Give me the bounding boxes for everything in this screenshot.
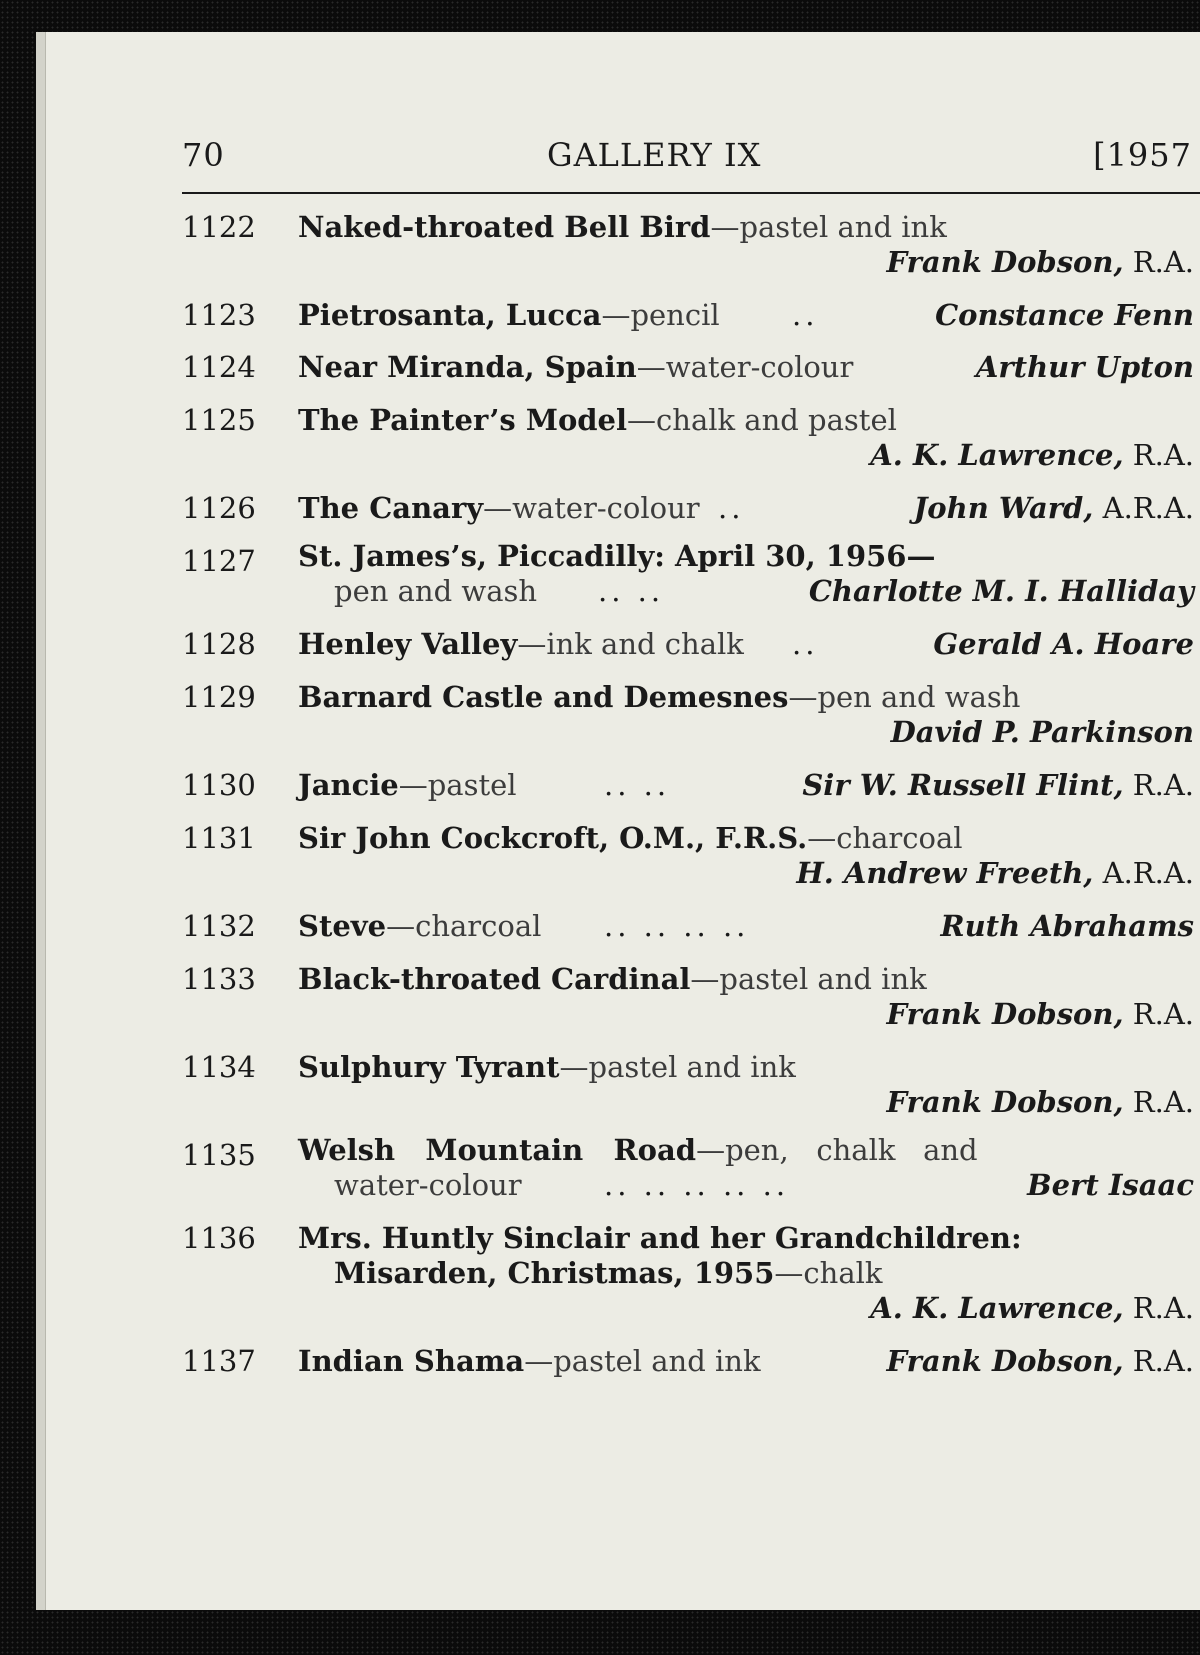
entry-number: 1134 [182,1050,256,1084]
entry-title-line [298,626,744,662]
entry-artist-line [870,437,1194,473]
entry-number: 1137 [182,1344,256,1378]
entry-title: Indian Shama [298,1344,525,1378]
entry-title: Mrs. Huntly Sinclair and her Grandchildren: [298,1221,1022,1255]
entry-honours: A.R.A. [1093,491,1194,525]
catalogue-page [36,32,1200,1610]
entry-artist-line [796,855,1194,891]
entry-honours: R.A. [1123,1291,1194,1325]
entry-artist-line [935,297,1194,333]
entry-honours: R.A. [1123,1344,1194,1378]
entry-title: Barnard Castle and Demesnes [298,680,789,714]
entry-medium: —pastel [398,768,517,802]
entry-title-continued: Misarden, Christmas, 1955 [334,1256,775,1290]
entry-number: 1124 [182,350,256,384]
leader-dots: .. .. .. .. [604,909,750,943]
page-year: [1957 [1093,136,1192,174]
page-edge [36,32,46,1610]
entry-title: Sir John Cockcroft, O.M., F.R.S. [298,821,808,855]
entry-artist: David P. Parkinson [890,715,1194,749]
entry-number: 1133 [182,962,256,996]
entry-number: 1132 [182,909,256,943]
entry-title: Jancie [298,768,399,802]
entry-artist: Frank Dobson, [886,1344,1124,1378]
entry-artist-line [941,908,1195,944]
entry-medium: —chalk [774,1256,883,1290]
leader-dots: .. [792,627,819,661]
entry-medium: —pastel and ink [690,962,927,996]
leader-dots: .. .. [604,768,671,802]
entry-medium: —pastel and ink [559,1050,796,1084]
entry-title-line-2 [334,1255,882,1291]
entry-medium: —charcoal [386,909,542,943]
entry-title: St. James’s, Piccadilly: April 30, 1956— [298,539,936,573]
entry-honours: R.A. [1123,1085,1194,1119]
entry-medium: —charcoal [807,821,963,855]
entry-honours: R.A. [1123,245,1194,279]
entry-artist: Sir W. Russell Flint, [802,768,1124,802]
entry-title-line [298,961,927,997]
entry-number: 1136 [182,1221,256,1255]
entry-title: Henley Valley [298,627,518,661]
entry-number: 1129 [182,680,256,714]
entry-artist-line [887,1343,1194,1379]
entry-artist: Frank Dobson, [886,1085,1124,1119]
entry-artist-line [887,996,1194,1032]
entry-title-line [298,209,947,245]
leader-dots: .. [718,491,745,525]
entry-number: 1127 [182,544,256,578]
entry-artist: Frank Dobson, [886,997,1124,1031]
entry-title-line [298,490,700,526]
entry-number: 1130 [182,768,256,802]
entry-title: The Painter’s Model [298,403,628,437]
entry-artist-line [887,244,1194,280]
entry-medium: —chalk and pastel [627,403,897,437]
entry-title-line [298,349,853,385]
entry-medium: —pastel and ink [524,1344,761,1378]
entry-artist: Frank Dobson, [886,245,1124,279]
entry-medium: —pen, chalk and [696,1133,978,1167]
entry-title-line [298,1343,761,1379]
entry-artist-line [1027,1167,1194,1203]
entry-honours: R.A. [1123,438,1194,472]
entry-title: Black-throated Cardinal [298,962,691,996]
entry-medium-continued: water-colour [334,1168,522,1202]
entry-title-line [298,1132,978,1168]
entry-title: The Canary [298,491,484,525]
entry-title-line [298,538,935,574]
entry-artist-line [870,1290,1194,1326]
entry-artist-line [976,349,1194,385]
entry-medium: pen and wash [334,574,538,608]
entry-medium: —pencil [601,298,720,332]
entry-medium: —water-colour [483,491,700,525]
entry-title: Steve [298,909,387,943]
leader-dots: .. .. .. .. .. [604,1168,790,1202]
entry-artist-line [887,1084,1194,1120]
entry-artist: A. K. Lawrence, [870,438,1124,472]
entry-title-line [298,297,720,333]
entry-medium-line [334,1167,522,1203]
entry-medium: —water-colour [636,350,854,384]
page-number: 70 [182,136,225,174]
entry-number: 1128 [182,627,256,661]
entry-number: 1126 [182,491,256,525]
header-rule [182,192,1200,194]
entry-artist-line [802,767,1194,803]
entry-artist: Charlotte M. I. Halliday [808,574,1194,608]
entry-title: Sulphury Tyrant [298,1050,560,1084]
entry-artist: H. Andrew Freeth, [796,856,1094,890]
entry-title-line [298,767,517,803]
entry-title-line [298,679,1020,715]
entry-medium-line [334,573,537,609]
entry-honours: R.A. [1123,997,1194,1031]
entry-title-line [298,1220,1022,1256]
page-title: GALLERY IX [547,136,762,174]
entry-artist: Bert Isaac [1027,1168,1194,1202]
entry-number: 1135 [182,1138,256,1172]
entry-number: 1131 [182,821,256,855]
entry-medium: —pen and wash [788,680,1021,714]
entry-artist: Constance Fenn [935,298,1194,332]
entry-artist: John Ward, [913,491,1094,525]
entry-artist: Arthur Upton [975,350,1194,384]
entry-number: 1122 [182,210,256,244]
entry-honours: R.A. [1123,768,1194,802]
entry-honours: A.R.A. [1093,856,1194,890]
entry-number: 1123 [182,298,256,332]
entry-title-line [298,1049,796,1085]
entry-medium: —ink and chalk [517,627,744,661]
entry-title: Naked-throated Bell Bird [298,210,711,244]
entry-title: Pietrosanta, Lucca [298,298,602,332]
entry-title-line [298,820,963,856]
entry-artist-line [891,714,1194,750]
entry-artist-line [933,626,1194,662]
entry-artist-line [914,490,1194,526]
entry-artist: A. K. Lawrence, [870,1291,1124,1325]
entry-artist-line [809,573,1194,609]
entry-title-line [298,402,897,438]
leader-dots: .. [792,298,819,332]
entry-artist: Gerald A. Hoare [933,627,1194,661]
entry-number: 1125 [182,403,256,437]
entry-title: Near Miranda, Spain [298,350,637,384]
entry-medium: —pastel and ink [710,210,947,244]
entry-title-line [298,908,541,944]
leader-dots: .. .. [598,574,665,608]
entry-artist: Ruth Abrahams [940,909,1194,943]
entry-title: Welsh Mountain Road [298,1133,697,1167]
